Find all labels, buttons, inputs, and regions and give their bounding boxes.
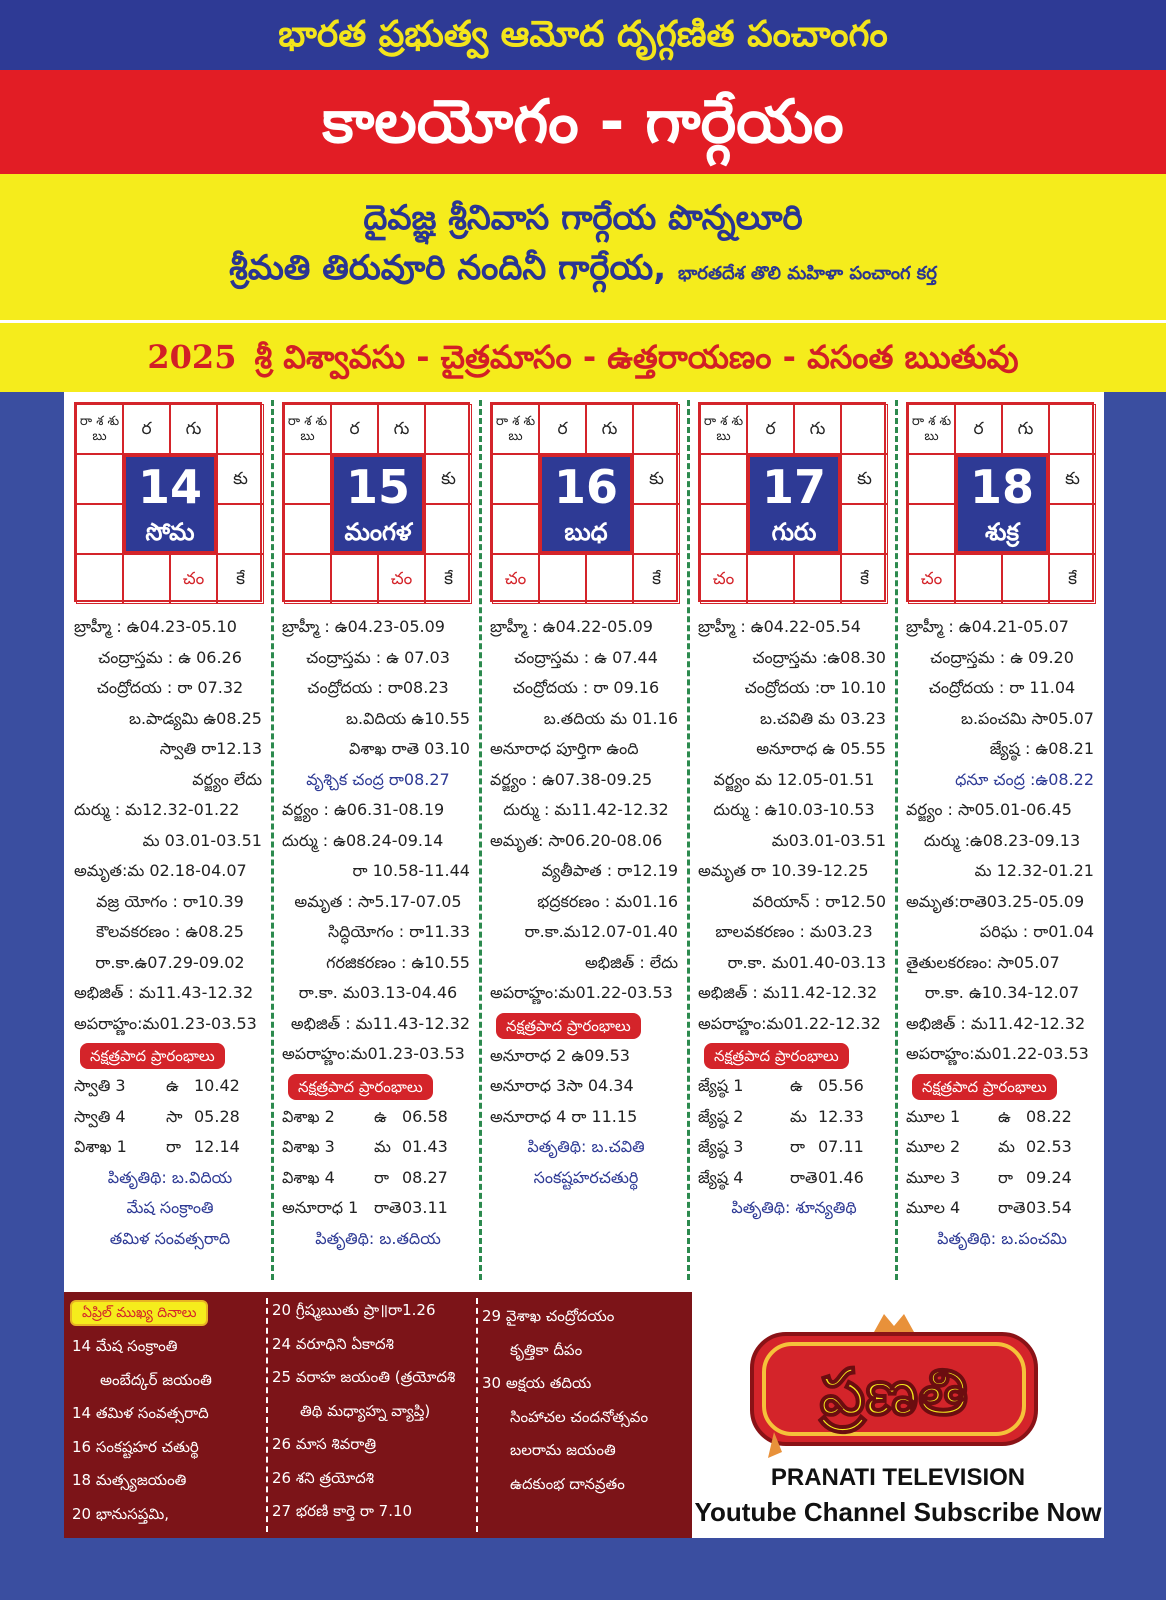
april-item: ఉదకుంభ దానవ్రతం [510, 1474, 625, 1493]
detail-line: బ.తదియ మ 01.16 [543, 708, 678, 728]
nakshatra-name: మూల 2 [906, 1137, 961, 1156]
detail-line: అనూరాధ ఉ 05.55 [756, 739, 886, 758]
date-box [955, 454, 1049, 554]
nakshatra-time: 03.54 [1026, 1198, 1072, 1217]
nakshatra-row [74, 1102, 266, 1133]
nakshatra-time: 01.43 [402, 1137, 448, 1156]
nakshatra-period: ఉ [166, 1076, 179, 1095]
detail-line: చంద్రోదయ : రా08.23 [307, 678, 449, 697]
detail-line: బ.చవితి మ 03.23 [759, 708, 886, 728]
chart-cell [908, 454, 955, 504]
author-band [0, 174, 1166, 320]
detail-line: పరిఘ : రా01.04 [979, 922, 1094, 941]
date-number: 16 [553, 460, 618, 514]
weekday: మంగళ [344, 518, 412, 546]
detail-line: అమృత : సా5.17-07.05 [294, 891, 462, 911]
detail-line: బ.విదియ ఉ10.55 [346, 708, 470, 728]
detail-line: అమృత:మ 02.18-04.07 [74, 861, 247, 880]
nakshatra-period: ఉ [374, 1106, 387, 1126]
day-details [490, 612, 682, 1193]
chart-cell [76, 554, 123, 604]
nakshatra-name: విశాఖ 2 [282, 1106, 335, 1126]
nakshatra-name: జ్యేష్ఠ 1 [698, 1076, 744, 1095]
header-title: కాలయోగం - గార్గేయం [0, 70, 1166, 174]
nakshatra-row [906, 1132, 1098, 1163]
april-item: 26 శని త్రయోదశి [272, 1468, 375, 1487]
april-item: 30 అక్షయ తదియ [482, 1374, 592, 1392]
detail-line: వర్జ్యం : ఉ07.38-09.25 [490, 769, 653, 789]
april-col-3 [482, 1292, 688, 1538]
detail-line: స్వాతి రా12.13 [159, 739, 262, 758]
detail-line: విశాఖ రాతె 03.10 [349, 739, 470, 758]
nakshatra-time: 02.53 [1026, 1137, 1072, 1156]
planet-chart [906, 402, 1094, 602]
detail-line: బాలవకరణం : మ03.23 [715, 922, 873, 941]
nakshatra-period: సా [166, 1106, 183, 1126]
ad-channel-name: PRANATI TELEVISION [770, 1464, 1026, 1491]
weekday: సోమ [145, 518, 195, 546]
nakshatra-name: అనూరాధ 2 ఉ09.53 [490, 1045, 630, 1065]
nakshatra-time: 05.28 [194, 1106, 240, 1126]
detail-line: రా.కా.మ12.07-01.40 [524, 922, 678, 941]
detail-line: వర్జ్యం మ 12.05-01.51 [713, 769, 875, 789]
detail-line: అభిజిత్ : మ11.43-12.32 [290, 1013, 470, 1033]
date-number: 14 [137, 460, 202, 514]
chart-cell [284, 504, 331, 554]
footnote-line: పితృతిథి: శూన్యతిథి [731, 1198, 857, 1217]
nakshatra-name: మూల 3 [906, 1167, 961, 1187]
detail-line: దుర్ము : ఉ08.24-09.14 [282, 830, 444, 850]
nakshatra-name: మూల 1 [906, 1106, 961, 1126]
chart-cell [76, 504, 123, 554]
footnote-line: పితృతిథి: బ.తదియ [315, 1228, 441, 1248]
detail-line: జ్యేష్ఠ : ఉ08.21 [989, 739, 1094, 758]
april-item: 16 సంకష్టహర చతుర్థి [72, 1437, 199, 1456]
april-col-2 [272, 1292, 474, 1538]
date-number: 17 [761, 460, 826, 514]
nakshatra-time: 01.46 [818, 1167, 864, 1187]
april-item: 14 తమిళ సంవత్సరాది [72, 1404, 209, 1422]
nakshatra-period: రాతె [374, 1198, 402, 1217]
detail-line: అపరాహ్ణం:మ01.22-03.53 [906, 1044, 1089, 1063]
date-box [539, 454, 633, 554]
detail-line: అపరాహ్ణం:మ01.23-03.53 [282, 1044, 465, 1063]
footnote-line: పితృతిథి: బ.పంచమి [937, 1228, 1067, 1248]
april-item: 25 వరాహ జయంతి (త్రయోదశి [272, 1368, 456, 1386]
year: 2025 [147, 338, 237, 376]
chart-cell: గు [170, 404, 217, 454]
nakshatra-name: జ్యేష్ఠ 2 [698, 1106, 744, 1126]
nakshatra-name: విశాఖ 1 [74, 1137, 127, 1156]
nakshatra-row [698, 1102, 890, 1133]
day-column-14 [64, 392, 272, 1292]
planet-chart [490, 402, 678, 602]
detail-line: బ.పంచమి సా05.07 [960, 708, 1094, 728]
nakshatra-period: రా [374, 1167, 389, 1187]
bottom-divider [266, 1298, 268, 1532]
detail-line: అభిజిత్ : మ11.42-12.32 [906, 1013, 1086, 1033]
chart-cell [955, 554, 1002, 604]
chart-cell [76, 454, 123, 504]
april-item: 18 మత్స్యజయంతి [72, 1471, 187, 1489]
detail-line: వర్జ్యం : సా05.01-06.45 [906, 800, 1072, 819]
detail-line: చంద్రాస్తమ : ఉ 07.44 [514, 647, 658, 667]
nakshatra-row [74, 1132, 266, 1163]
author-line-2 [0, 240, 1166, 302]
chart-cell [1002, 554, 1049, 604]
detail-line: బ్రాహ్మీ : ఉ04.22-05.09 [490, 617, 653, 636]
nakshatra-row [490, 1071, 682, 1102]
chart-cell: రా శ శు బు [700, 404, 747, 454]
detail-line: రా.కా. ఉ10.34-12.07 [924, 983, 1080, 1002]
nakshatra-time: 09.24 [1026, 1167, 1072, 1187]
footnote-line: పితృతిథి: బ.విదియ [107, 1167, 233, 1187]
detail-line: సిద్ధియోగం : రా11.33 [327, 922, 470, 941]
bottom-divider [476, 1298, 478, 1532]
footnote-line: పితృతిథి: బ.చవితి [527, 1137, 645, 1156]
nakshatra-row [282, 1193, 474, 1224]
nakshatra-row [698, 1163, 890, 1194]
date-number: 15 [345, 460, 410, 514]
chart-cell: రా శ శు బు [76, 404, 123, 454]
chart-cell [1049, 504, 1096, 554]
detail-line: చంద్రాస్తమ : ఉ 09.20 [930, 647, 1074, 667]
nakshatra-period: మ [374, 1137, 391, 1156]
detail-line: వర్జ్యం లేదు [192, 769, 262, 789]
april-item: 29 వైశాఖ చంద్రోదయం [482, 1307, 615, 1325]
day-column-16 [480, 392, 688, 1292]
detail-line: బ్రాహ్మీ : ఉ04.22-05.54 [698, 617, 861, 636]
detail-line: అనూరాధ పూర్తిగా ఉంది [490, 739, 639, 758]
nakshatra-row [698, 1071, 890, 1102]
planet-chart [282, 402, 470, 602]
chart-cell [633, 504, 680, 554]
nakshatra-row [906, 1102, 1098, 1133]
chart-cell [1049, 404, 1096, 454]
detail-line: బ్రాహ్మీ : ఉ04.23-05.10 [74, 617, 237, 636]
chart-cell: గు [794, 404, 841, 454]
detail-line: చంద్రోదయ : రా 07.32 [96, 678, 244, 697]
chart-cell [841, 504, 888, 554]
chart-cell [284, 454, 331, 504]
ad-subscribe-text[interactable]: Youtube Channel Subscribe Now [694, 1497, 1102, 1527]
weekday: శుక్ర [984, 518, 1020, 546]
day-column-15 [272, 392, 480, 1292]
chart-cell: ర [955, 404, 1002, 454]
day-details [282, 612, 474, 1254]
chart-cell: కు [217, 454, 264, 504]
detail-line: వరియాన్ : రా12.50 [752, 891, 886, 911]
nakshatra-row [282, 1163, 474, 1194]
detail-line: చంద్రాస్తమ : ఉ 06.26 [98, 647, 242, 667]
nakshatra-name: అనూరాధ 3సా 04.34 [490, 1076, 634, 1095]
detail-line: బ.పాడ్యమి ఉ08.25 [128, 708, 262, 728]
chart-cell: చం [492, 554, 539, 604]
day-column-17 [688, 392, 896, 1292]
chart-cell [425, 404, 472, 454]
detail-line: అభిజిత్ : లేదు [584, 952, 678, 972]
pranati-ad [692, 1292, 1104, 1538]
logo-text: ప్రణతి [819, 1356, 969, 1430]
day-details [906, 612, 1098, 1254]
nakshatra-title: నక్షత్రపాద ప్రారంభాలు [80, 1043, 225, 1069]
author-note: భారతదేశ తొలి మహిళా పంచాంగ కర్త [678, 263, 937, 284]
nakshatra-time: 12.33 [818, 1106, 864, 1126]
nakshatra-time: 07.11 [818, 1137, 864, 1156]
detail-line: మ03.01-03.51 [771, 830, 886, 850]
detail-line: అమృత: సా06.20-08.06 [490, 830, 663, 850]
detail-line: భద్రకరణం : మ01.16 [537, 891, 678, 911]
date-box [331, 454, 425, 554]
chart-cell: కే [633, 554, 680, 604]
nakshatra-time: 03.11 [402, 1198, 448, 1217]
planet-chart [74, 402, 262, 602]
nakshatra-row [282, 1132, 474, 1163]
detail-line: చంద్రోదయ :రా 10.10 [744, 678, 886, 697]
detail-line: దుర్ము : మ11.42-12.32 [503, 800, 669, 819]
nakshatra-period: రా [790, 1137, 805, 1156]
detail-line: రా 10.58-11.44 [352, 861, 470, 880]
nakshatra-time: 10.42 [194, 1076, 240, 1095]
detail-line: అపరాహ్ణం:మ01.22-03.53 [490, 983, 673, 1002]
nakshatra-name: మూల 4 [906, 1198, 961, 1217]
april-item: 24 వరూధిని ఏకాదశి [272, 1334, 394, 1353]
nakshatra-name: జ్యేష్ఠ 4 [698, 1167, 744, 1187]
chart-cell [217, 404, 264, 454]
nakshatra-period: రాతె [790, 1167, 818, 1187]
chart-cell [633, 404, 680, 454]
april-item: 27 భరణి కార్తె రా 7.10 [272, 1502, 413, 1520]
chart-cell [841, 404, 888, 454]
nakshatra-name: అనూరాధ 1 [282, 1198, 359, 1217]
chart-cell [492, 454, 539, 504]
chart-cell: చం [700, 554, 747, 604]
pranati-logo [744, 1312, 1044, 1462]
chart-cell: గు [586, 404, 633, 454]
detail-line: ధనూ చంద్ర :ఉ08.22 [955, 769, 1094, 789]
year-band [0, 320, 1166, 392]
day-columns [64, 392, 1104, 1292]
chart-cell [284, 554, 331, 604]
april-item: బలరామ జయంతి [510, 1441, 616, 1459]
nakshatra-period: ఉ [998, 1106, 1011, 1126]
april-item: 14 మేష సంక్రాంతి [72, 1337, 178, 1355]
detail-line: వృశ్చిక చంద్ర రా08.27 [306, 769, 450, 789]
chart-cell [700, 504, 747, 554]
nakshatra-row [698, 1132, 890, 1163]
chart-cell [331, 554, 378, 604]
chart-cell: చం [378, 554, 425, 604]
detail-line: వజ్ర యోగం : రా10.39 [96, 891, 244, 911]
nakshatra-time: 12.14 [194, 1137, 240, 1156]
chart-cell [908, 504, 955, 554]
detail-line: అపరాహ్ణం:మ01.23-03.53 [74, 1013, 257, 1033]
nakshatra-name: స్వాతి 3 [74, 1076, 126, 1095]
april-item: కృత్తికా దీపం [510, 1340, 583, 1359]
chart-cell: గు [378, 404, 425, 454]
chart-cell: చం [908, 554, 955, 604]
april-item: 20 గ్రీష్మఋతు ప్రా॥రా1.26 [272, 1301, 436, 1319]
weekday: గురు [771, 518, 817, 546]
chart-cell [747, 554, 794, 604]
date-number: 18 [969, 460, 1034, 514]
weekday: బుధ [564, 518, 608, 546]
nakshatra-row [490, 1041, 682, 1072]
april-item: సింహాచల చందనోత్సవం [510, 1407, 649, 1426]
nakshatra-time: 08.27 [402, 1167, 448, 1187]
detail-line: బ్రాహ్మీ : ఉ04.21-05.07 [906, 617, 1069, 636]
detail-line: దుర్ము : మ12.32-01.22 [74, 800, 240, 819]
detail-line: రా.కా.ఉ07.29-09.02 [95, 952, 245, 972]
detail-line: అభిజిత్ : మ11.43-12.32 [74, 983, 254, 1002]
detail-line: రా.కా. మ01.40-03.13 [727, 952, 886, 972]
detail-line: రా.కా. మ03.13-04.46 [298, 983, 458, 1002]
april-item: తిథి మధ్యాహ్న వ్యాప్తి) [300, 1401, 431, 1420]
nakshatra-row [74, 1071, 266, 1102]
nakshatra-title: నక్షత్రపాద ప్రారంభాలు [496, 1013, 641, 1039]
detail-line: చంద్రాస్తమ :ఉ08.30 [752, 647, 886, 667]
nakshatra-period: రా [998, 1167, 1013, 1187]
header-top-line: భారత ప్రభుత్వ ఆమోద దృగ్గణిత పంచాంగం [0, 0, 1166, 70]
nakshatra-row [906, 1163, 1098, 1194]
detail-line: చంద్రోదయ : రా 11.04 [928, 678, 1076, 697]
chart-cell: ర [123, 404, 170, 454]
date-box [123, 454, 217, 554]
detail-line: చంద్రాస్తమ : ఉ 07.03 [306, 647, 450, 667]
april-title: ఏప్రిల్ ముఖ్య దినాలు [70, 1300, 208, 1326]
nakshatra-title: నక్షత్రపాద ప్రారంభాలు [704, 1043, 849, 1069]
chart-cell: కే [841, 554, 888, 604]
nakshatra-name: స్వాతి 4 [74, 1106, 126, 1126]
nakshatra-row [490, 1102, 682, 1133]
detail-line: మ 03.01-03.51 [142, 830, 262, 850]
detail-line: చంద్రోదయ : రా 09.16 [512, 678, 660, 697]
detail-line: వ్యతీపాత : రా12.19 [541, 861, 678, 880]
detail-line: గరజికరణం : ఉ10.55 [326, 952, 470, 972]
footnote-line: తమిళ సంవత్సరాది [109, 1228, 231, 1248]
nakshatra-period: ఉ [790, 1076, 803, 1095]
detail-line: అపరాహ్ణం:మ01.22-12.32 [698, 1013, 881, 1033]
detail-line: తైతులకరణం: సా05.07 [906, 952, 1060, 972]
nakshatra-name: అనూరాధ 4 రా 11.15 [490, 1106, 638, 1126]
chart-cell: కు [1049, 454, 1096, 504]
chart-cell: కే [217, 554, 264, 604]
april-col-1 [64, 1292, 264, 1538]
day-details [698, 612, 890, 1224]
chart-cell: రా శ శు బు [908, 404, 955, 454]
chart-cell [539, 554, 586, 604]
nakshatra-time: 05.56 [818, 1076, 864, 1095]
detail-line: మ 12.32-01.21 [974, 861, 1094, 880]
chart-cell: గు [1002, 404, 1049, 454]
nakshatra-period: మ [790, 1106, 807, 1126]
nakshatra-name: విశాఖ 4 [282, 1167, 335, 1187]
chart-cell: కు [841, 454, 888, 504]
detail-line: అభిజిత్ : మ11.42-12.32 [698, 983, 878, 1002]
year-subtitle: శ్రీ విశ్వావసు - చైత్రమాసం - ఉత్తరాయణం - వసంత ఋతువు [254, 338, 1019, 376]
nakshatra-row [282, 1102, 474, 1133]
april-item: 20 భానుసప్తమి, [72, 1504, 170, 1523]
chart-cell [425, 504, 472, 554]
day-details [74, 612, 266, 1254]
nakshatra-name: జ్యేష్ఠ 3 [698, 1137, 744, 1156]
nakshatra-name: విశాఖ 3 [282, 1137, 335, 1156]
footnote-line: సంకష్టహరచతుర్థి [533, 1167, 639, 1187]
detail-line: కౌలవకరణం : ఉ08.25 [96, 922, 244, 941]
chart-cell: కు [633, 454, 680, 504]
detail-line: బ్రాహ్మీ : ఉ04.23-05.09 [282, 617, 445, 636]
footnote-line: మేష సంక్రాంతి [126, 1198, 214, 1217]
chart-cell: కే [425, 554, 472, 604]
chart-cell [492, 504, 539, 554]
author-name-2: శ్రీమతి తిరువూరి నందినీ గార్గేయ, [229, 248, 667, 288]
detail-line: అమృత:రాతె03.25-05.09 [906, 891, 1085, 911]
chart-cell: కు [425, 454, 472, 504]
praying-hands-icon [874, 1314, 914, 1332]
chart-cell: ర [331, 404, 378, 454]
chart-cell [794, 554, 841, 604]
detail-line: వర్జ్యం : ఉ06.31-08.19 [282, 800, 445, 819]
chart-cell: రా శ శు బు [284, 404, 331, 454]
chart-cell [700, 454, 747, 504]
author-line-1: దైవజ్ఞ శ్రీనివాస గార్గేయ పొన్నలూరి [363, 198, 803, 238]
planet-chart [698, 402, 886, 602]
nakshatra-title: నక్షత్రపాద ప్రారంభాలు [912, 1074, 1057, 1100]
chart-cell [123, 554, 170, 604]
april-item: 26 మాస శివరాత్రి [272, 1435, 377, 1453]
day-column-18 [896, 392, 1104, 1292]
detail-line: దుర్ము :ఉ08.23-09.13 [923, 830, 1081, 850]
chart-cell: ర [539, 404, 586, 454]
nakshatra-period: మ [998, 1137, 1015, 1156]
chart-cell: చం [170, 554, 217, 604]
april-item: అంబేద్కర్ జయంతి [100, 1370, 212, 1389]
date-box [747, 454, 841, 554]
nakshatra-time: 06.58 [402, 1106, 448, 1126]
detail-line: అమృత రా 10.39-12.25 [698, 861, 869, 880]
chart-cell: ర [747, 404, 794, 454]
chart-cell: కే [1049, 554, 1096, 604]
nakshatra-period: రాతె [998, 1198, 1026, 1217]
nakshatra-title: నక్షత్రపాద ప్రారంభాలు [288, 1074, 433, 1100]
chart-cell: రా శ శు బు [492, 404, 539, 454]
april-important-days [64, 1292, 1104, 1538]
chart-cell [586, 554, 633, 604]
detail-line: దుర్ము : ఉ10.03-10.53 [713, 800, 875, 819]
nakshatra-row [906, 1193, 1098, 1224]
nakshatra-period: రా [166, 1137, 181, 1156]
nakshatra-time: 08.22 [1026, 1106, 1072, 1126]
chart-cell [217, 504, 264, 554]
